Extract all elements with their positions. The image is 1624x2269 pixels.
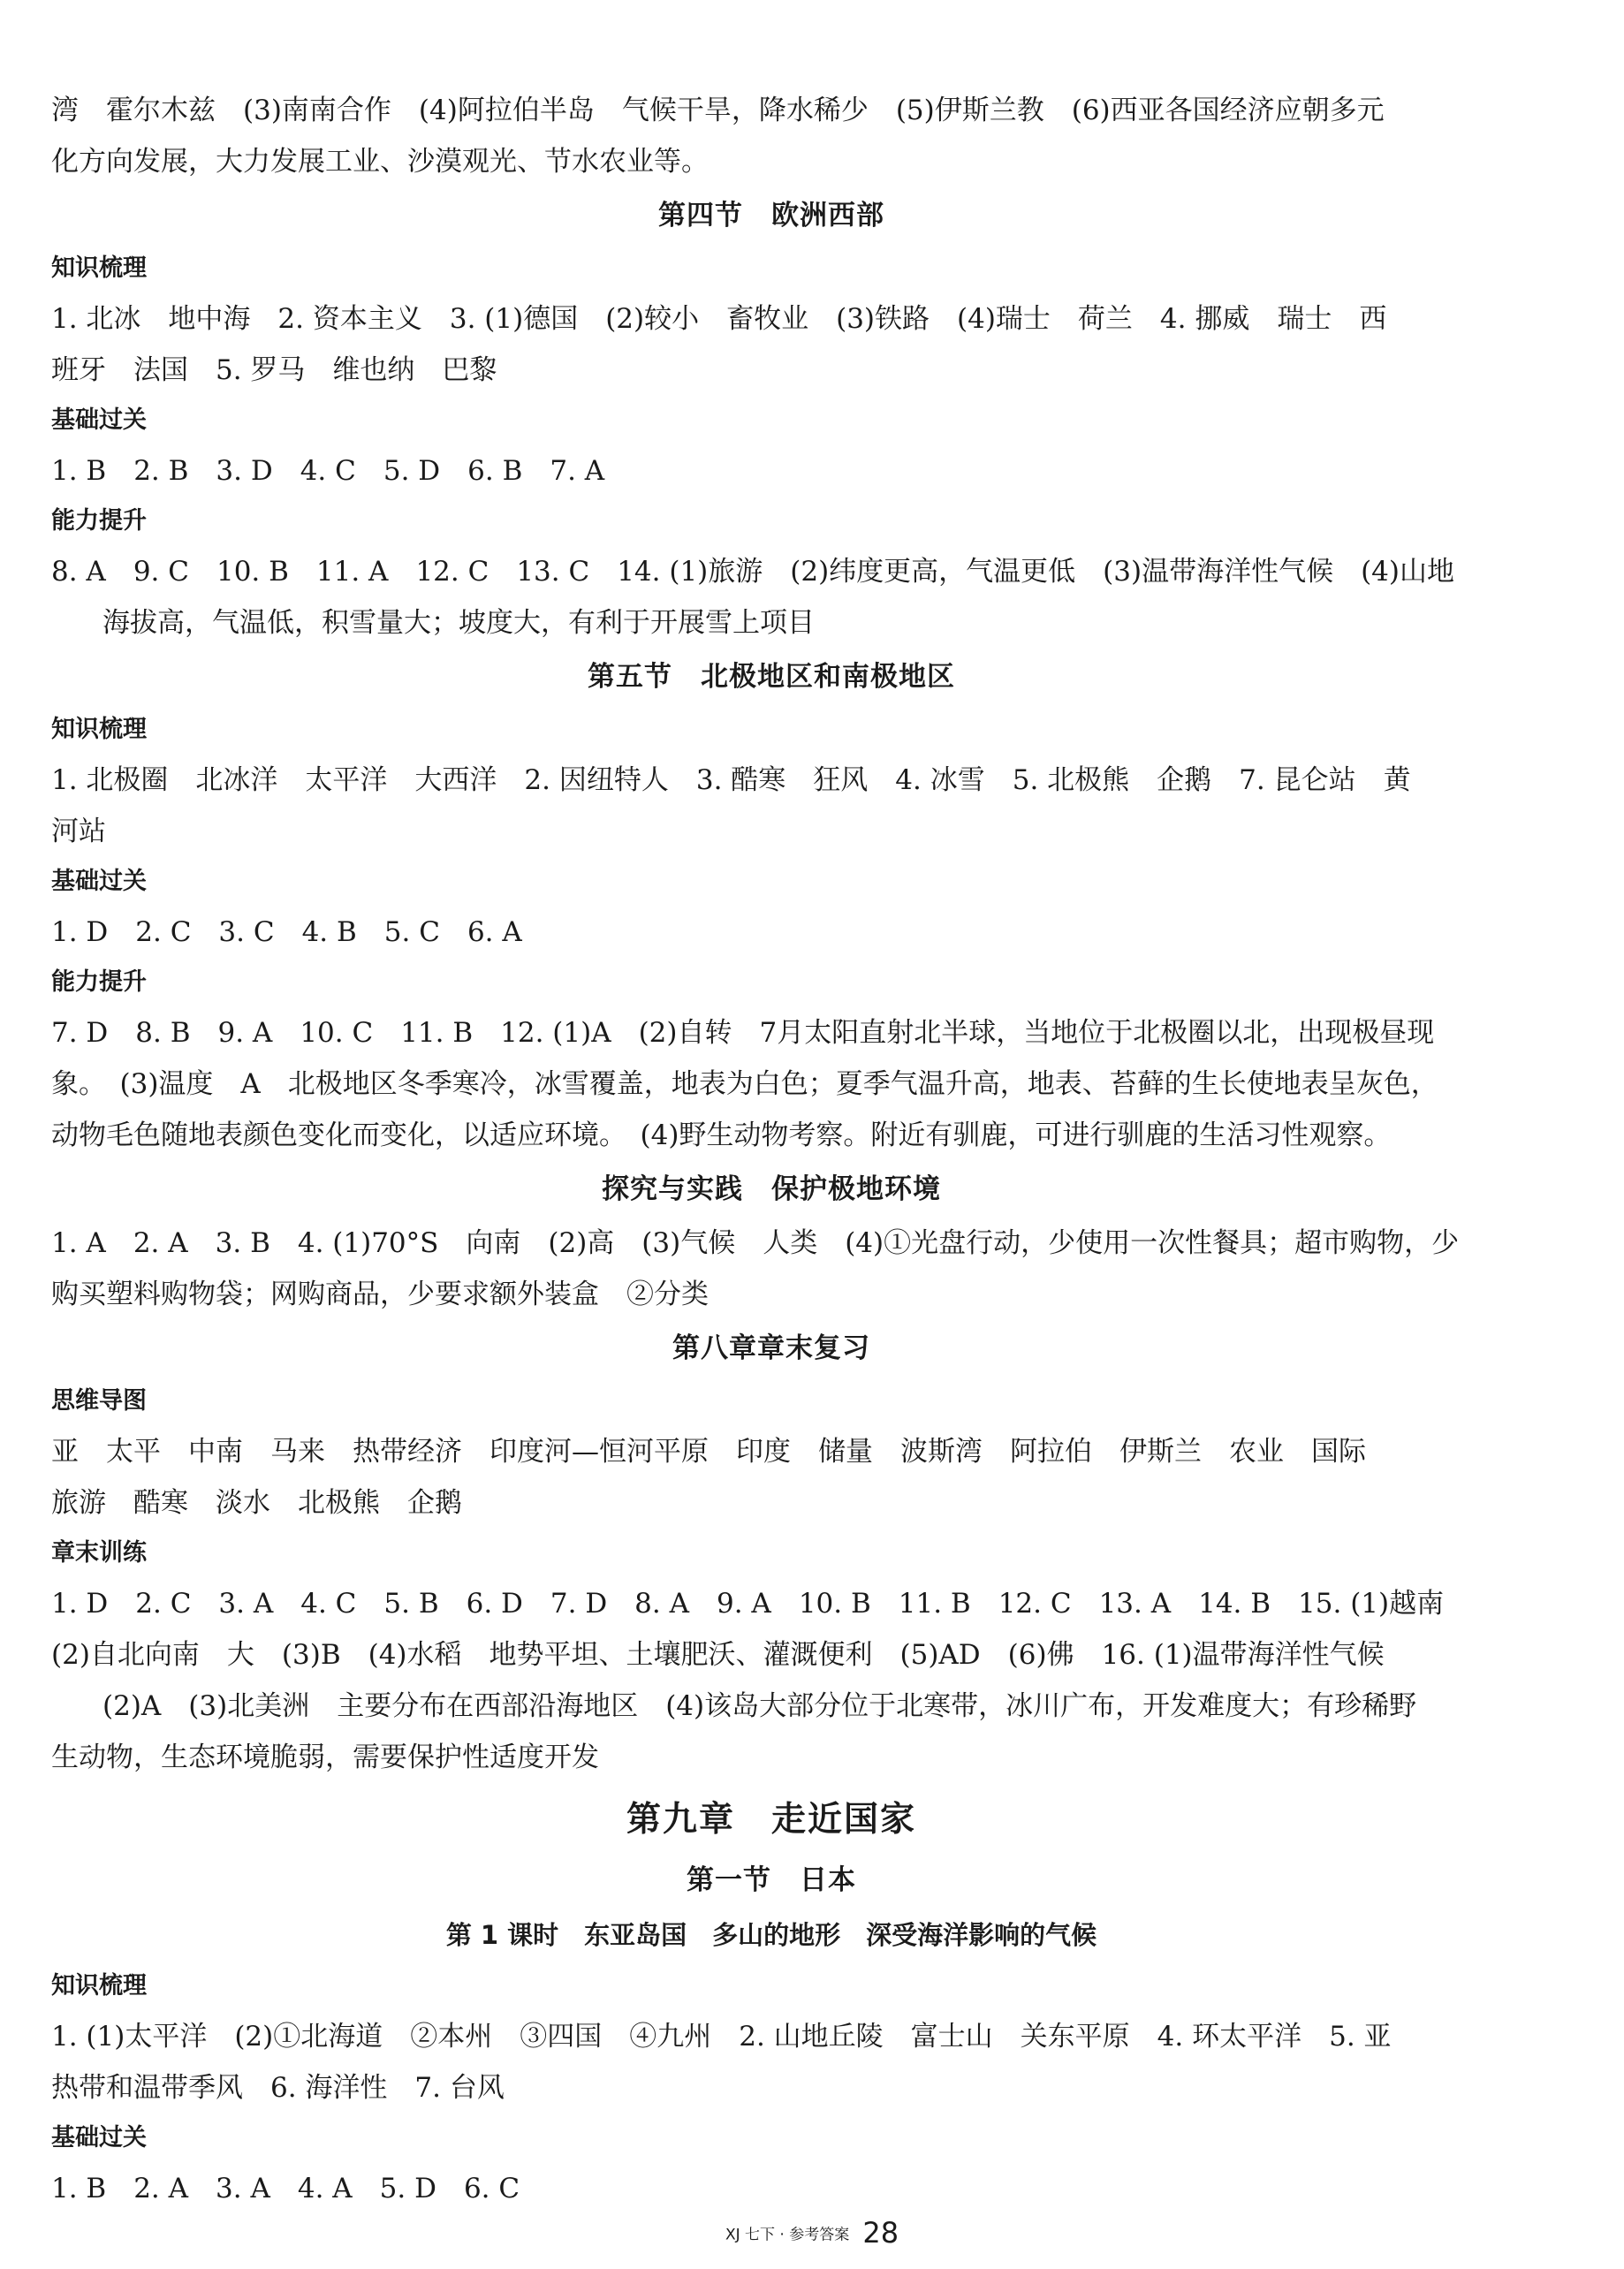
answer-line: 1. D 2. C 3. A 4. C 5. B 6. D 7. D 8. A 9. A 10. B 11. B 12. C 13. A 14. B 15. (1)越南 (51, 1588, 1445, 1620)
answer-line: (2)A (3)北美洲 主要分布在西部沿海地区 (4)该岛大部分位于北寒带，冰川广布，开发难度大；有珍稀野 (102, 1690, 1417, 1722)
subheading-basic: 基础过关 (51, 868, 147, 895)
page-footer (0, 2216, 1624, 2250)
footer-label: XJ 七下 · 参考答案 (725, 2226, 850, 2244)
continued-line: 湾 霍尔木兹 (3)南南合作 (4)阿拉伯半岛 气候干旱，降水稀少 (5)伊斯兰教 (6)西亚各国经济应朝多元 (51, 95, 1385, 126)
subheading-ability: 能力提升 (51, 968, 147, 996)
answer-line: (2)自北向南 大 (3)B (4)水稻 地势平坦、土壤肥沃、灌溉便利 (5)AD (6)佛 16. (1)温带海洋性气候 (51, 1639, 1385, 1671)
section-title-japan: 第一节 日本 (687, 1864, 856, 1896)
answer-line: 海拔高，气温低，积雪量大；坡度大，有利于开展雪上项目 (102, 607, 815, 639)
section-title-europe-west: 第四节 欧洲西部 (658, 200, 884, 231)
answer-line: 购买塑料购物袋；网购商品，少要求额外装盒 ②分类 (51, 1279, 709, 1310)
subheading-knowledge: 知识梳理 (51, 254, 147, 282)
section-title-polar: 第五节 北极地区和南极地区 (588, 661, 955, 693)
subheading-mindmap: 思维导图 (51, 1387, 147, 1415)
answer-line: 动物毛色随地表颜色变化而变化，以适应环境。 (4)野生动物考察。附近有驯鹿，可进行驯鹿的生活习性观察。 (51, 1119, 1392, 1151)
answer-line: 1. 北极圈 北冰洋 太平洋 大西洋 2. 因纽特人 3. 酷寒 狂风 4. 冰雪 5. 北极熊 企鹅 7. 昆仑站 黄 (51, 764, 1411, 796)
answer-line: 8. A 9. C 10. B 11. A 12. C 13. C 14. (1)旅游 (2)纬度更高，气温更低 (3)温带海洋性气候 (4)山地 (51, 556, 1454, 588)
answer-line: 1. 北冰 地中海 2. 资本主义 3. (1)德国 (2)较小 畜牧业 (3)铁路 (4)瑞士 荷兰 4. 挪威 瑞士 西 (51, 303, 1387, 335)
answer-line: 7. D 8. B 9. A 10. C 11. B 12. (1)A (2)自转 7月太阳直射北半球，当地位于北极圈以北，出现极昼现 (51, 1017, 1435, 1049)
subheading-knowledge: 知识梳理 (51, 1972, 147, 2000)
answer-line: 象。 (3)温度 A 北极地区冬季寒冷，冰雪覆盖，地表为白色；夏季气温升高，地表、苔藓的生长使地表呈灰色， (51, 1068, 1438, 1100)
answer-line: 1. B 2. A 3. A 4. A 5. D 6. C (51, 2173, 520, 2204)
subheading-training: 章末训练 (51, 1539, 147, 1567)
answer-line: 1. A 2. A 3. B 4. (1)70°S 向南 (2)高 (3)气候 人类 (4)①光盘行动，少使用一次性餐具；超市购物，少 (51, 1227, 1460, 1259)
chapter-title: 第九章 走近国家 (626, 1800, 916, 1840)
section-title-practice: 探究与实践 保护极地环境 (602, 1173, 941, 1205)
subheading-basic: 基础过关 (51, 406, 147, 434)
section-title-chapter8-review: 第八章章末复习 (672, 1332, 870, 1364)
page-number: 28 (862, 2216, 899, 2250)
answer-page (51, 85, 1491, 2214)
answer-line: 河站 (51, 816, 106, 847)
answer-line: 生动物，生态环境脆弱，需要保护性适度开发 (51, 1742, 599, 1773)
subheading-knowledge: 知识梳理 (51, 716, 147, 743)
answer-line: 班牙 法国 5. 罗马 维也纳 巴黎 (51, 354, 497, 386)
answer-line: 1. (1)太平洋 (2)①北海道 ②本州 ③四国 ④九州 2. 山地丘陵 富士山 关东平原 4. 环太平洋 5. 亚 (51, 2021, 1392, 2053)
continued-line: 化方向发展，大力发展工业、沙漠观光、节水农业等。 (51, 146, 709, 178)
answer-line: 热带和温带季风 6. 海洋性 7. 台风 (51, 2072, 505, 2104)
answer-line: 旅游 酷寒 淡水 北极熊 企鹅 (51, 1487, 462, 1519)
answer-line: 1. B 2. B 3. D 4. C 5. D 6. B 7. A (51, 455, 605, 487)
lesson-title: 第 1 课时 东亚岛国 多山的地形 深受海洋影响的气候 (445, 1920, 1097, 1950)
answer-line: 亚 太平 中南 马来 热带经济 印度河—恒河平原 印度 储量 波斯湾 阿拉伯 伊斯兰 农业 国际 (51, 1436, 1366, 1468)
subheading-basic: 基础过关 (51, 2124, 147, 2151)
answer-line: 1. D 2. C 3. C 4. B 5. C 6. A (51, 916, 522, 948)
subheading-ability: 能力提升 (51, 507, 147, 535)
